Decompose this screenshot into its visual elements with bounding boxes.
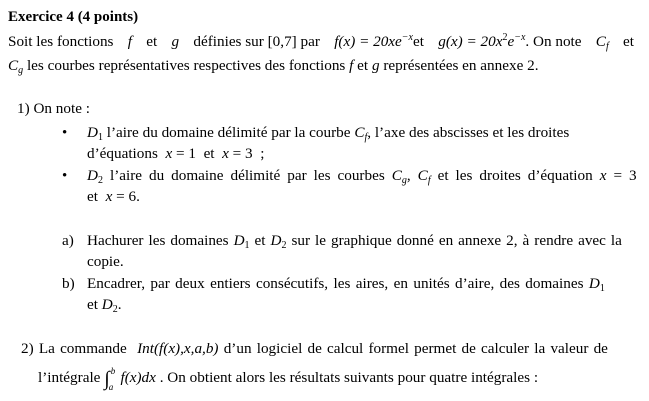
q1b-label: b): [62, 275, 75, 292]
intro-g: g: [171, 33, 180, 50]
curve-cf-label: $C_f$: [595, 33, 609, 52]
q1b-line-2: et $D_2$.: [87, 296, 122, 315]
q1a-line-1: Hachurer les domaines $D_1$ et $D_2$ sur le graphique donné en annexe 2, à rendre avec la: [87, 232, 622, 251]
q1b-line-1: Encadrer, par deux entiers consécutifs, les aires, en unités d’aire, des domaines $D_1$: [87, 275, 605, 294]
intro-line-1: [8, 33, 634, 51]
integral-sign: ∫: [104, 368, 110, 390]
intro-text-2: définies sur [0,7] par: [193, 33, 320, 50]
q1-intro: 1) On note :: [17, 100, 90, 117]
bullet-1-line-1: $D_1$ l’aire du domaine délimité par la courbe $C_f$, l’axe des abscisses et les droites: [87, 124, 570, 143]
intro-et-2: et: [623, 33, 634, 50]
bullet-2-line-1: $D_2$ l’aire du domaine délimité par les courbes $C_g$, $C_f$ et les droites d’équation x = 3: [87, 167, 637, 186]
intro-et-1: et: [146, 33, 158, 50]
integral-limits: b a: [108, 366, 116, 392]
q1a-label: a): [62, 232, 74, 249]
bullet-2-marker: •: [62, 168, 68, 184]
bullet-1-line-2: d’équations x = 1 et x = 3 ;: [87, 145, 265, 162]
g-definition: $g(x) = 20x^2e^{-x}$. On note: [438, 32, 582, 50]
intro-text-1: Soit les fonctions: [8, 33, 114, 50]
f-definition: $f(x) = 20xe^{-x}et$: [334, 32, 424, 50]
q2-command: Int(f(x),x,a,b): [137, 340, 219, 357]
q1a-line-2: copie.: [87, 253, 124, 270]
intro-line-2: $C_g$ les courbes représentatives respectives des fonctions f et g représentées en annexe 2.: [8, 57, 539, 76]
intro-f: f: [127, 33, 132, 50]
exercise-title: Exercice 4 (4 points): [8, 9, 139, 25]
bullet-2-line-2: et x = 6.: [87, 188, 140, 205]
q2-line-2: l’intégrale ∫ b a f(x)dx . On obtient alors les résultats suivants pour quatre intégrales :: [38, 366, 539, 392]
bullet-1-marker: •: [62, 125, 68, 141]
q2-line-1: 2) La commande Int(f(x),x,a,b) d’un logiciel de calcul formel permet de calculer la valeur de: [21, 340, 608, 357]
